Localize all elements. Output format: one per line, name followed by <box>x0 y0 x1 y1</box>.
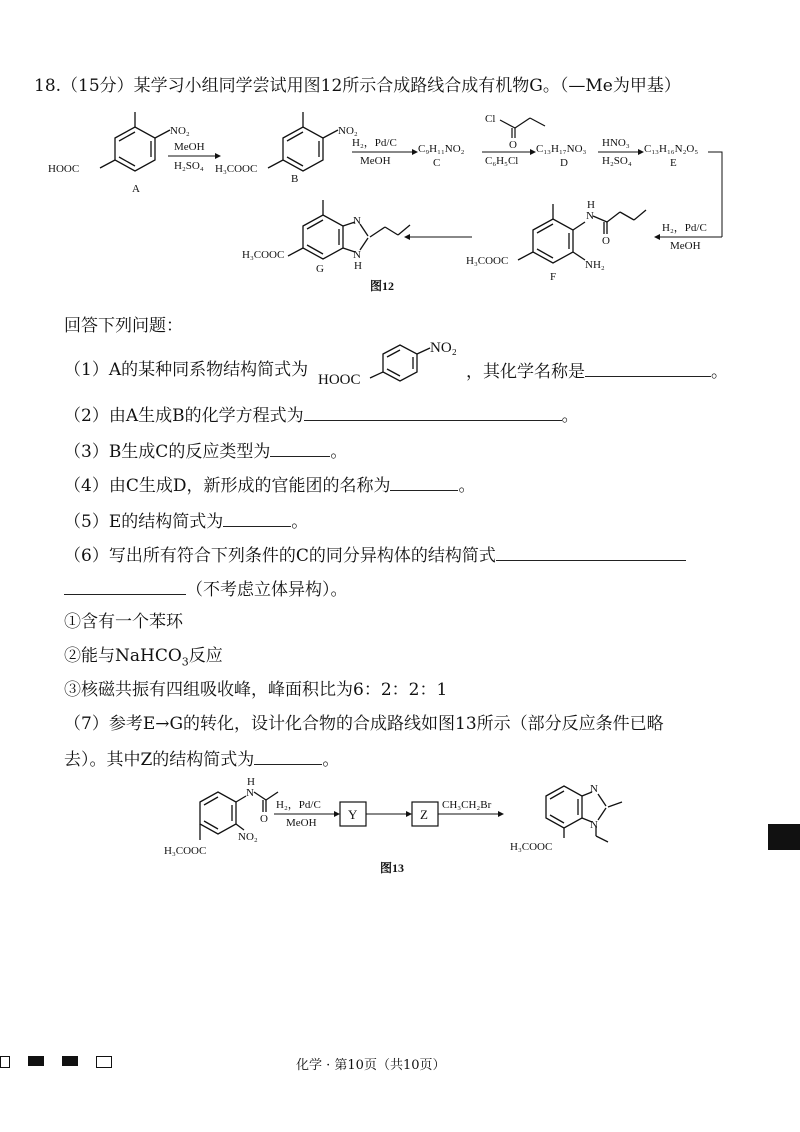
q6-text-2: （不考虑立体异构）。 <box>186 580 348 600</box>
arrow1-bottom: H₂SO₄ <box>174 160 204 172</box>
footer-mark-4 <box>96 1056 112 1068</box>
q7-answer-blank[interactable] <box>254 750 322 765</box>
q6-line2 <box>64 580 348 599</box>
label-c: C <box>433 157 441 169</box>
q4-period: 。 <box>458 476 476 496</box>
acyl-o: O <box>509 139 517 151</box>
q6-text: （6）写出所有符合下列条件的C的同分异构体的结构简式 <box>64 546 496 566</box>
q6-line1 <box>64 546 686 565</box>
label-d: D <box>560 157 568 169</box>
q7-line2 <box>64 750 339 769</box>
condition-2 <box>64 648 223 667</box>
arrow4-top: HNO₃ <box>602 137 630 149</box>
q3-text: （3）B生成C的反应类型为 <box>64 442 271 462</box>
q3-answer-blank[interactable] <box>270 442 330 457</box>
arrow3-bottom: C₆H₅Cl <box>485 155 519 167</box>
molecule-a <box>100 112 170 171</box>
label-b: B <box>291 173 299 185</box>
start-h: H <box>247 776 255 788</box>
start-h3cooc: H₃COOC <box>164 845 207 857</box>
a-no2: NO₂ <box>170 125 190 137</box>
arrow5-top: H₂，Pd/C <box>662 222 707 234</box>
figure-13-scheme <box>150 772 650 882</box>
label-g: G <box>316 263 324 275</box>
footer-mark-3 <box>62 1056 78 1066</box>
acyl-chloride <box>500 118 545 138</box>
q7-period: 。 <box>322 750 340 770</box>
figure-13-caption: 图13 <box>380 861 405 875</box>
molecule-f <box>518 204 646 263</box>
footer-mark-2 <box>28 1056 44 1066</box>
f-nh2: NH₂ <box>585 259 605 271</box>
product-n1: N <box>590 783 598 795</box>
q4 <box>64 476 475 495</box>
arrowhead-e-f <box>654 234 660 240</box>
q7-line1: （7）参考E→G的转化，设计化合物的合成路线如图13所示（部分反应条件已略 <box>64 714 664 734</box>
arrow5-bottom: MeOH <box>670 240 701 252</box>
label-f: F <box>550 271 557 283</box>
condition-1: ①含有一个苯环 <box>64 612 183 632</box>
q1-period: 。 <box>711 362 728 382</box>
box-z-label: Z <box>420 807 428 822</box>
arrowhead-y-z <box>406 811 412 817</box>
arrow1-top: MeOH <box>174 141 205 153</box>
q3-period: 。 <box>330 442 348 462</box>
arrowhead-f-g <box>404 234 410 240</box>
b-h3cooc: H₃COOC <box>215 163 258 175</box>
q1-answer-blank[interactable] <box>585 362 711 377</box>
f-h: H <box>587 199 595 211</box>
cond2-text: ②能与NaHCO <box>64 646 182 666</box>
q4-text: （4）由C生成D，新形成的官能团的名称为 <box>64 476 391 496</box>
g-h3cooc: H₃COOC <box>242 249 285 261</box>
f-o: O <box>602 235 610 247</box>
q5-text: （5）E的结构简式为 <box>64 512 224 532</box>
start-n: N <box>246 787 254 799</box>
f-nh: N <box>586 210 594 222</box>
figure-12-caption: 图12 <box>370 279 395 293</box>
formula-c: C₉H₁₁NO₂ <box>418 143 465 155</box>
q5 <box>64 512 308 531</box>
label-a: A <box>132 183 140 195</box>
label-e: E <box>670 157 677 169</box>
q1-hooc: HOOC <box>318 372 361 388</box>
arrowhead-z-product <box>498 811 504 817</box>
g-nh: N <box>353 249 361 261</box>
a-hooc: HOOC <box>48 163 80 175</box>
box-y-label: Y <box>348 807 358 822</box>
q1-after-text: ，其化学名称是 <box>466 362 585 382</box>
q4-answer-blank[interactable] <box>390 476 458 491</box>
condition-3: ③核磁共振有四组吸收峰，峰面积比为6：2：2：1 <box>64 680 448 700</box>
f13-arrow1-top: H₂，Pd/C <box>276 799 321 811</box>
q1-no2: NO₂ <box>430 340 457 356</box>
start-o: O <box>260 813 268 825</box>
q6-answer-blank-2[interactable] <box>64 580 186 595</box>
cond2-end: 反应 <box>188 646 223 666</box>
q2-period: 。 <box>561 406 579 426</box>
figure-12-scheme <box>40 100 760 300</box>
formula-e: C₁₃H₁₆N₂O₅ <box>644 143 699 155</box>
q1-structure <box>318 340 468 388</box>
question-header: 18.（15分）某学习小组同学尝试用图12所示合成路线合成有机物G。（—Me为甲基） <box>34 76 681 96</box>
footer-mark-1 <box>0 1056 10 1068</box>
connector-e-f <box>708 152 722 237</box>
b-no2: NO₂ <box>338 125 358 137</box>
formula-d: C₁₃H₁₇NO₃ <box>536 143 587 155</box>
cond2-sub: 3 <box>181 655 189 669</box>
page-edge-mark <box>768 824 800 850</box>
q6-answer-blank-1[interactable] <box>496 546 686 561</box>
f13-arrow3-top: CH₃CH₂Br <box>442 799 492 811</box>
arrowhead-to-y <box>334 811 340 817</box>
product-h3cooc: H₃COOC <box>510 841 553 853</box>
q1-before: （1）A的某种同系物结构简式为 <box>64 360 309 380</box>
arrowhead-a-b <box>215 153 221 159</box>
arrow2-bottom: MeOH <box>360 155 391 167</box>
q5-period: 。 <box>291 512 309 532</box>
answer-intro: 回答下列问题： <box>64 316 183 336</box>
f-h3cooc: H₃COOC <box>466 255 509 267</box>
g-n: N <box>353 215 361 227</box>
q3 <box>64 442 347 461</box>
f13-arrow1-bottom: MeOH <box>286 817 317 829</box>
arrow4-bottom: H₂SO₄ <box>602 155 632 167</box>
arrow2-top: H₂，Pd/C <box>352 137 397 149</box>
acyl-cl: Cl <box>485 113 496 125</box>
q2-answer-blank[interactable] <box>304 406 562 421</box>
molecule-g <box>288 200 410 259</box>
q5-answer-blank[interactable] <box>223 512 291 527</box>
g-h: H <box>354 260 362 272</box>
molecule-b <box>268 112 338 171</box>
q7-text-2: 去）。其中Z的结构简式为 <box>64 750 255 770</box>
molecule-product <box>546 786 622 842</box>
q1-after <box>466 362 728 381</box>
q2-text: （2）由A生成B的化学方程式为 <box>64 406 304 426</box>
product-n2: N <box>590 819 598 831</box>
q2 <box>64 406 579 425</box>
start-no2: NO₂ <box>238 831 258 843</box>
footer-page-number: 化学 · 第10页（共10页） <box>296 1058 446 1073</box>
